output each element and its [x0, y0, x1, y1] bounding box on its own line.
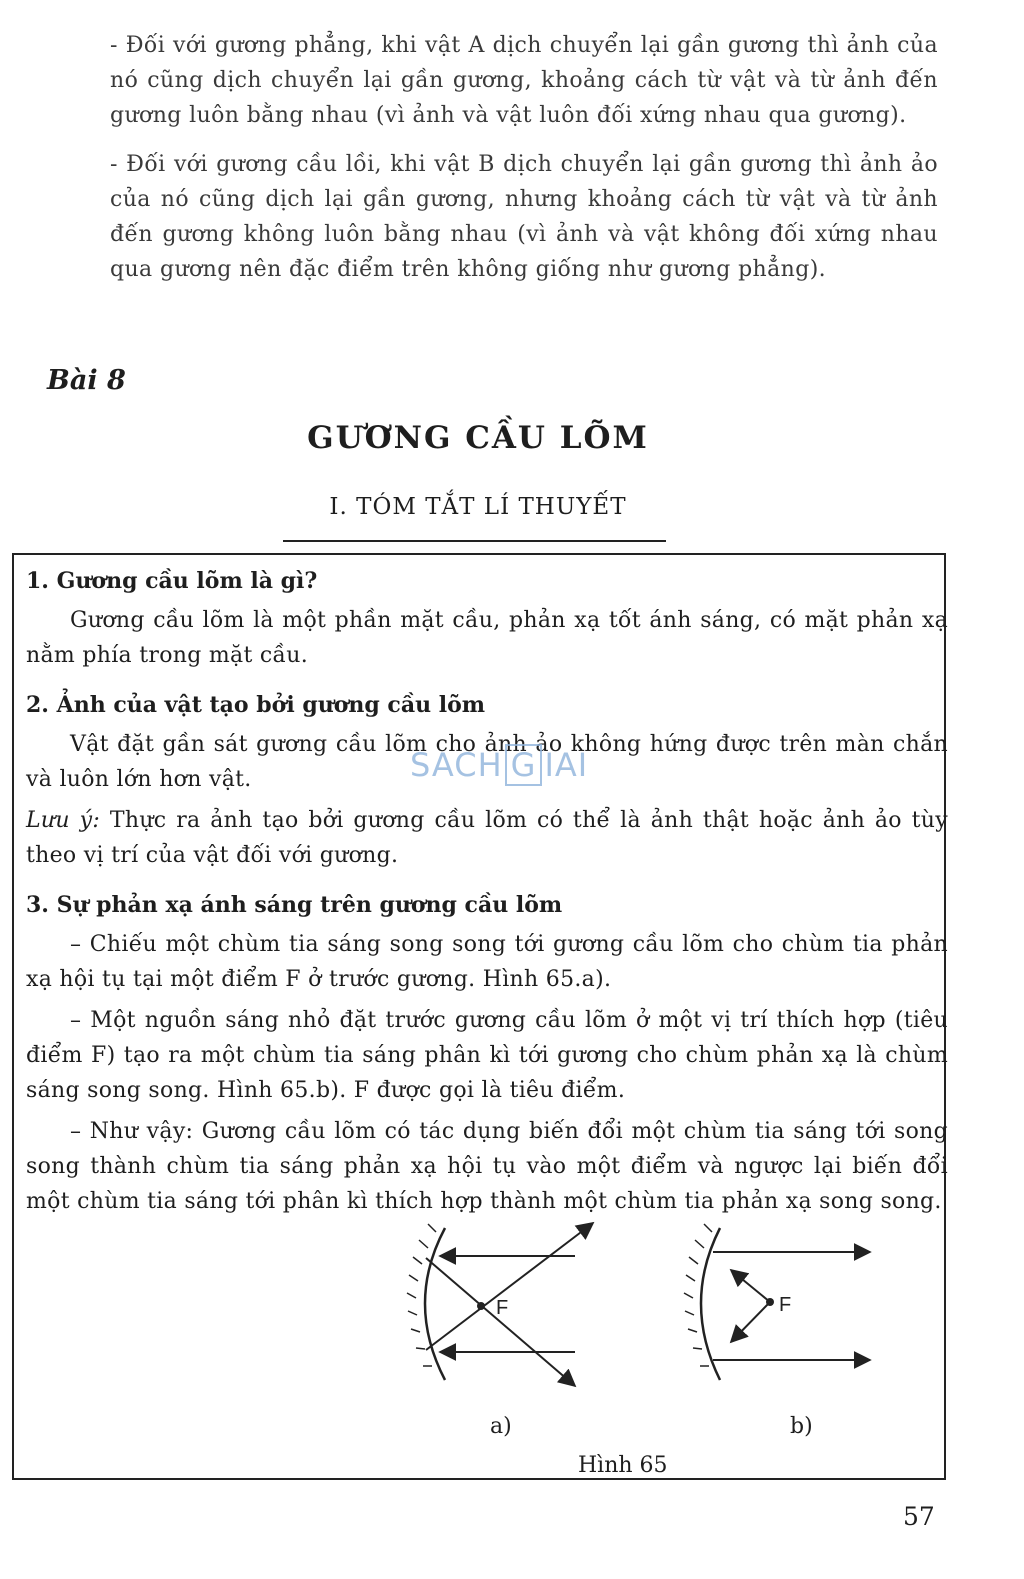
lesson-title: GƯƠNG CẦU LÕM	[307, 420, 649, 456]
figure-b	[684, 1224, 870, 1380]
figure-65-diagram	[400, 1218, 900, 1393]
page-number: 57	[903, 1502, 935, 1531]
figure-a	[407, 1223, 593, 1386]
figure-label-b: b)	[790, 1414, 813, 1439]
intro-paragraph-plane-mirror: - Đối với gương phẳng, khi vật A dịch chuyển lại gần gương thì ảnh của nó cũng dịch chuyển lại gần gương, khoảng cách từ vật và từ ảnh đến gương luôn bằng nhau (vì ảnh và vật luôn đối xứng nhau qua gương).	[110, 33, 938, 128]
paragraph-conclusion: – Như vậy: Gương cầu lõm có tác dụng biến đổi một chùm tia sáng tới song song thành chùm tia sáng phản xạ hội tụ vào một điểm và ngược lại biến đổi một chùm tia sáng tới phân kì thích hợp thành một chùm tia phản xạ song song.	[26, 1119, 948, 1214]
paragraph-divergent-beam: – Một nguồn sáng nhỏ đặt trước gương cầu lõm ở một vị trí thích hợp (tiêu điểm F) tạo ra một chùm tia sáng phân kì tới gương cho chùm phản xạ là chùm sáng song song. Hình 65.b). F được gọi là tiêu điểm.	[26, 1008, 948, 1103]
heading-image-formation: 2. Ảnh của vật tạo bởi gương cầu lõm	[26, 692, 486, 718]
heading-light-reflection: 3. Sự phản xạ ánh sáng trên gương cầu lõm	[26, 892, 563, 918]
paragraph-definition: Gương cầu lõm là một phần mặt cầu, phản xạ tốt ánh sáng, có mặt phản xạ nằm phía trong mặt cầu.	[26, 608, 948, 668]
section-underline	[283, 540, 666, 542]
focus-label-a: F	[496, 1297, 509, 1319]
paragraph-parallel-beam: – Chiếu một chùm tia sáng song song tới gương cầu lõm cho chùm tia phản xạ hội tụ tại một điểm F ở trước gương. Hình 65.a).	[26, 932, 948, 992]
paragraph-image: Vật đặt gần sát gương cầu lõm cho ảnh ảo không hứng được trên màn chắn và luôn lớn hơn vật.	[26, 732, 948, 792]
focus-point-a	[477, 1302, 485, 1310]
incident-ray-b-bottom	[731, 1302, 770, 1342]
figure-label-a: a)	[490, 1414, 512, 1439]
note-label: Lưu ý:	[26, 808, 101, 833]
incident-ray-b-top	[731, 1270, 770, 1302]
intro-paragraph-convex-mirror: - Đối với gương cầu lồi, khi vật B dịch chuyển lại gần gương thì ảnh ảo của nó cũng dịch lại gần gương, nhưng khoảng cách từ vật và từ ảnh đến gương không luôn bằng nhau (vì ảnh và vật không đối xứng nhau qua gương nên đặc điểm trên không giống như gương phẳng).	[110, 152, 938, 282]
intro-text	[110, 28, 938, 301]
watermark-logo: SACH G IAI	[410, 746, 589, 784]
focus-point-b	[766, 1298, 774, 1306]
paragraph-note	[26, 803, 948, 873]
note-text: Thực ra ảnh tạo bởi gương cầu lõm có thể là ảnh thật hoặc ảnh ảo tùy theo vị trí của vật đối với gương.	[26, 808, 948, 868]
mirror-b	[701, 1228, 720, 1380]
section-title: I. TÓM TẮT LÍ THUYẾT	[329, 494, 627, 520]
reflected-ray-a-1	[426, 1258, 575, 1386]
heading-what-is-concave-mirror: 1. Gương cầu lõm là gì?	[26, 568, 318, 594]
mirror-a	[425, 1228, 445, 1380]
lesson-number: Bài 8	[47, 365, 126, 396]
figure-caption: Hình 65	[578, 1453, 668, 1478]
focus-label-b: F	[779, 1294, 792, 1316]
